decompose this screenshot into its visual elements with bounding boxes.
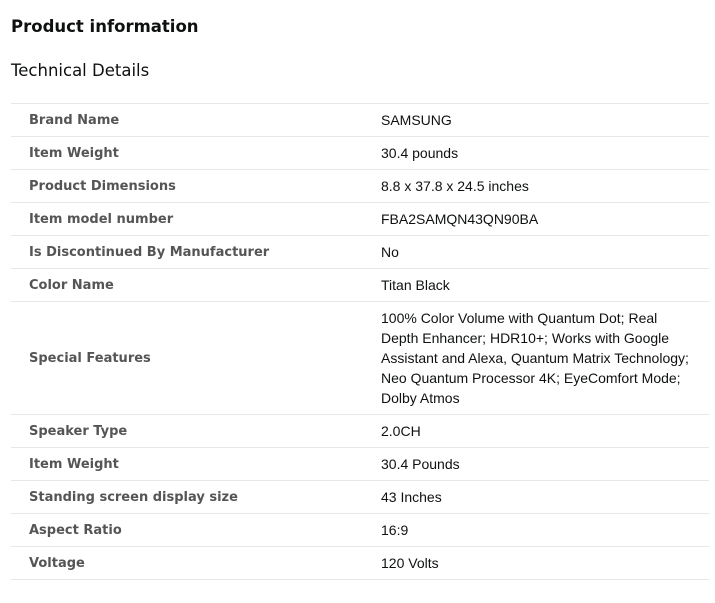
spec-value: 16:9 [381,522,409,538]
technical-details-table [11,103,709,580]
spec-row-product-dimensions [11,170,709,203]
spec-label: Color Name [11,269,363,302]
spec-value: 120 Volts [381,555,439,571]
spec-row-item-weight [11,137,709,170]
spec-value: No [381,244,399,260]
spec-value: FBA2SAMQN43QN90BA [381,211,539,227]
spec-value: SAMSUNG [381,112,452,128]
spec-value: 30.4 Pounds [381,456,460,472]
subsection-title: Technical Details [11,61,150,80]
spec-row-special-features [11,302,709,415]
spec-label: Product Dimensions [11,170,363,203]
spec-value: 8.8 x 37.8 x 24.5 inches [381,178,529,194]
spec-value: 2.0CH [381,423,421,439]
spec-label: Brand Name [11,104,363,137]
spec-row-speaker-type [11,415,709,448]
spec-row-standing-screen-display-size [11,481,709,514]
spec-row-color-name [11,269,709,302]
spec-row-brand-name [11,104,709,137]
spec-row-item-weight-2 [11,448,709,481]
spec-value: 30.4 pounds [381,145,459,161]
spec-label: Speaker Type [11,415,363,448]
spec-row-voltage [11,547,709,580]
spec-label: Item Weight [11,137,363,170]
spec-value: 100% Color Volume with Quantum Dot; Real Depth Enhancer; HDR10+; Works with Google Assistant and Alexa, Quantum Matrix Technology; Neo Quantum Processor 4K; EyeComfort Mode; Dolby Atmos [381,310,689,406]
spec-label: Item Weight [11,448,363,481]
section-title: Product information [11,17,199,36]
spec-row-aspect-ratio [11,514,709,547]
spec-label: Aspect Ratio [11,514,363,547]
spec-label: Voltage [11,547,363,580]
spec-label: Is Discontinued By Manufacturer [11,236,363,269]
spec-label: Item model number [11,203,363,236]
spec-value: Titan Black [381,277,450,293]
spec-label: Standing screen display size [11,481,363,514]
spec-label: Special Features [11,302,363,415]
spec-row-is-discontinued [11,236,709,269]
spec-row-item-model-number [11,203,709,236]
spec-value: 43 Inches [381,489,442,505]
